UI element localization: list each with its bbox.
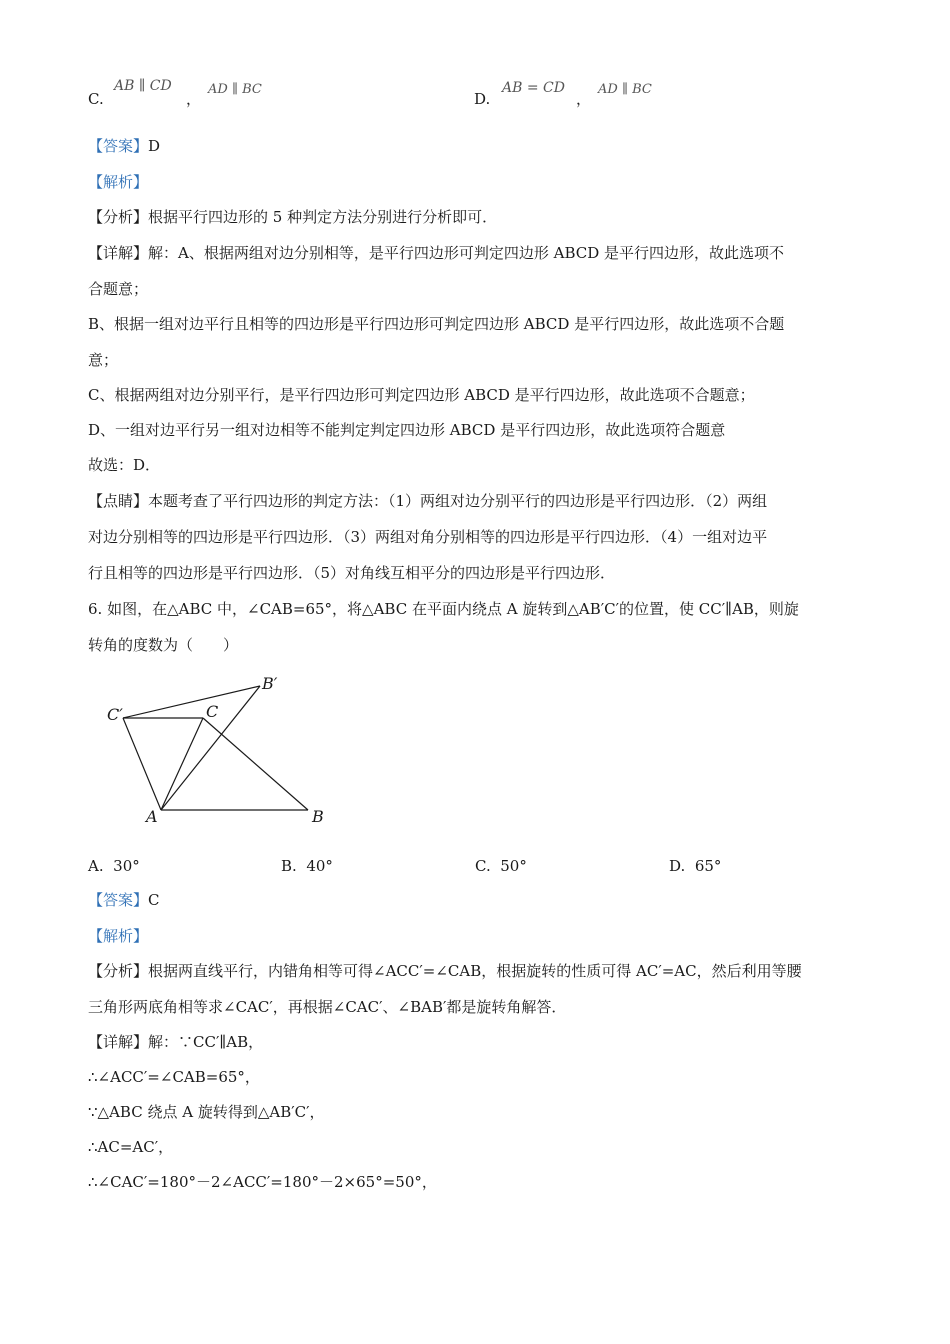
q6-fenxi-line-2: 三角形两底角相等求∠CAC′，再根据∠CAC′、∠BAB′都是旋转角解答． [88, 998, 567, 1016]
q6-detail-line-4: ∴AC=AC′， [88, 1138, 174, 1156]
q5-detail-line-4: 意； [88, 351, 119, 369]
q5-detail-line-6: D、一组对边平行另一组对边相等不能判定判定四边形 ABCD 是平行四边形，故此选项符合题意 [88, 421, 726, 439]
q5-dianjing-line-3: 行且相等的四边形是平行四边形．（5）对角线互相平分的四边形是平行四边形． [88, 564, 616, 582]
q5-detail-line-1: 【详解】解：A、根据两组对边分别相等，是平行四边形可判定四边形 ABCD 是平行四边形，故此选项不 [88, 244, 785, 262]
detail-tag: 【详解】 [88, 244, 149, 262]
option-c [88, 88, 104, 110]
segment-c-b [203, 718, 308, 810]
option-c-label: C. [88, 90, 104, 108]
q6-stem-line-1: 6. 如图，在△ABC 中，∠CAB=65°，将△ABC 在平面内绕点 A 旋转到△AB′C′的位置，使 CC′∥AB，则旋 [88, 600, 799, 618]
q5-dianjing-line-2: 对边分别相等的四边形是平行四边形．（3）两组对角分别相等的四边形是平行四边形．（4）一组对边平 [88, 528, 768, 546]
q6-option-b: B. 40° [281, 857, 333, 875]
label-c-prime: C′ [107, 705, 123, 724]
option-c-math-1: AB ∥ CD [114, 78, 172, 94]
q5-fenxi: 【分析】根据平行四边形的 5 种判定方法分别进行分析即可． [88, 208, 498, 226]
answer-value: C [148, 891, 160, 909]
q6-option-a: A. 30° [88, 857, 140, 875]
q6-answer [88, 889, 160, 911]
label-a: A [146, 807, 158, 826]
label-b: B [312, 807, 324, 826]
fenxi-tag: 【分析】 [88, 962, 149, 980]
segment-c-prime-a [123, 718, 161, 810]
q6-detail-line-5: ∴∠CAC′=180°－2∠ACC′=180°－2×65°=50°， [88, 1173, 437, 1191]
q5-detail-line-5: C、根据两组对边分别平行，是平行四边形可判定四边形 ABCD 是平行四边形，故此选项不合题意； [88, 386, 755, 404]
q6-stem-line-2: 转角的度数为（ ） [88, 636, 239, 654]
option-d [474, 88, 490, 110]
q6-option-d: D. 65° [669, 857, 722, 875]
q6-detail-line-2: ∴∠ACC′=∠CAB=65°， [88, 1068, 260, 1086]
option-c-math-2: AD ∥ BC [208, 82, 262, 97]
option-d-math-1: AB = CD [502, 80, 565, 96]
q6-option-c: C. 50° [475, 857, 527, 875]
option-d-sep: ， [576, 90, 592, 108]
answer-value: D [148, 137, 161, 155]
q5-answer [88, 135, 160, 157]
label-b-prime: B′ [262, 674, 278, 693]
label-c: C [206, 702, 219, 721]
triangle-figure [100, 670, 340, 840]
q6-detail-line-3: ∵△ABC 绕点 A 旋转得到△AB′C′， [88, 1103, 325, 1121]
answer-tag: 【答案】 [88, 891, 149, 909]
segment-c-prime-b-prime [123, 686, 260, 718]
q6-detail-line-1: 【详解】解：∵CC′∥AB， [88, 1033, 264, 1051]
segment-a-c [161, 718, 203, 810]
fenxi-tag: 【分析】 [88, 208, 149, 226]
q5-dianjing-line-1: 【点睛】本题考查了平行四边形的判定方法：（1）两组对边分别平行的四边形是平行四边形．（2）两组 [88, 492, 768, 510]
q6-fenxi-line-1: 【分析】根据两直线平行，内错角相等可得∠ACC′=∠CAB，根据旋转的性质可得 AC′=AC，然后利用等腰 [88, 962, 802, 980]
q6-analysis-heading: 【解析】 [88, 927, 149, 945]
dianjing-tag: 【点睛】 [88, 492, 149, 510]
q5-detail-line-3: B、根据一组对边平行且相等的四边形是平行四边形可判定四边形 ABCD 是平行四边形，故此选项不合题 [88, 315, 785, 333]
q5-analysis-heading: 【解析】 [88, 173, 149, 191]
q5-detail-line-2: 合题意； [88, 280, 149, 298]
q5-detail-line-7: 故选：D． [88, 456, 161, 474]
answer-tag: 【答案】 [88, 137, 149, 155]
option-d-label: D. [474, 90, 491, 108]
detail-tag: 【详解】 [88, 1033, 149, 1051]
option-c-sep: ， [186, 90, 202, 108]
option-d-math-2: AD ∥ BC [598, 82, 652, 97]
